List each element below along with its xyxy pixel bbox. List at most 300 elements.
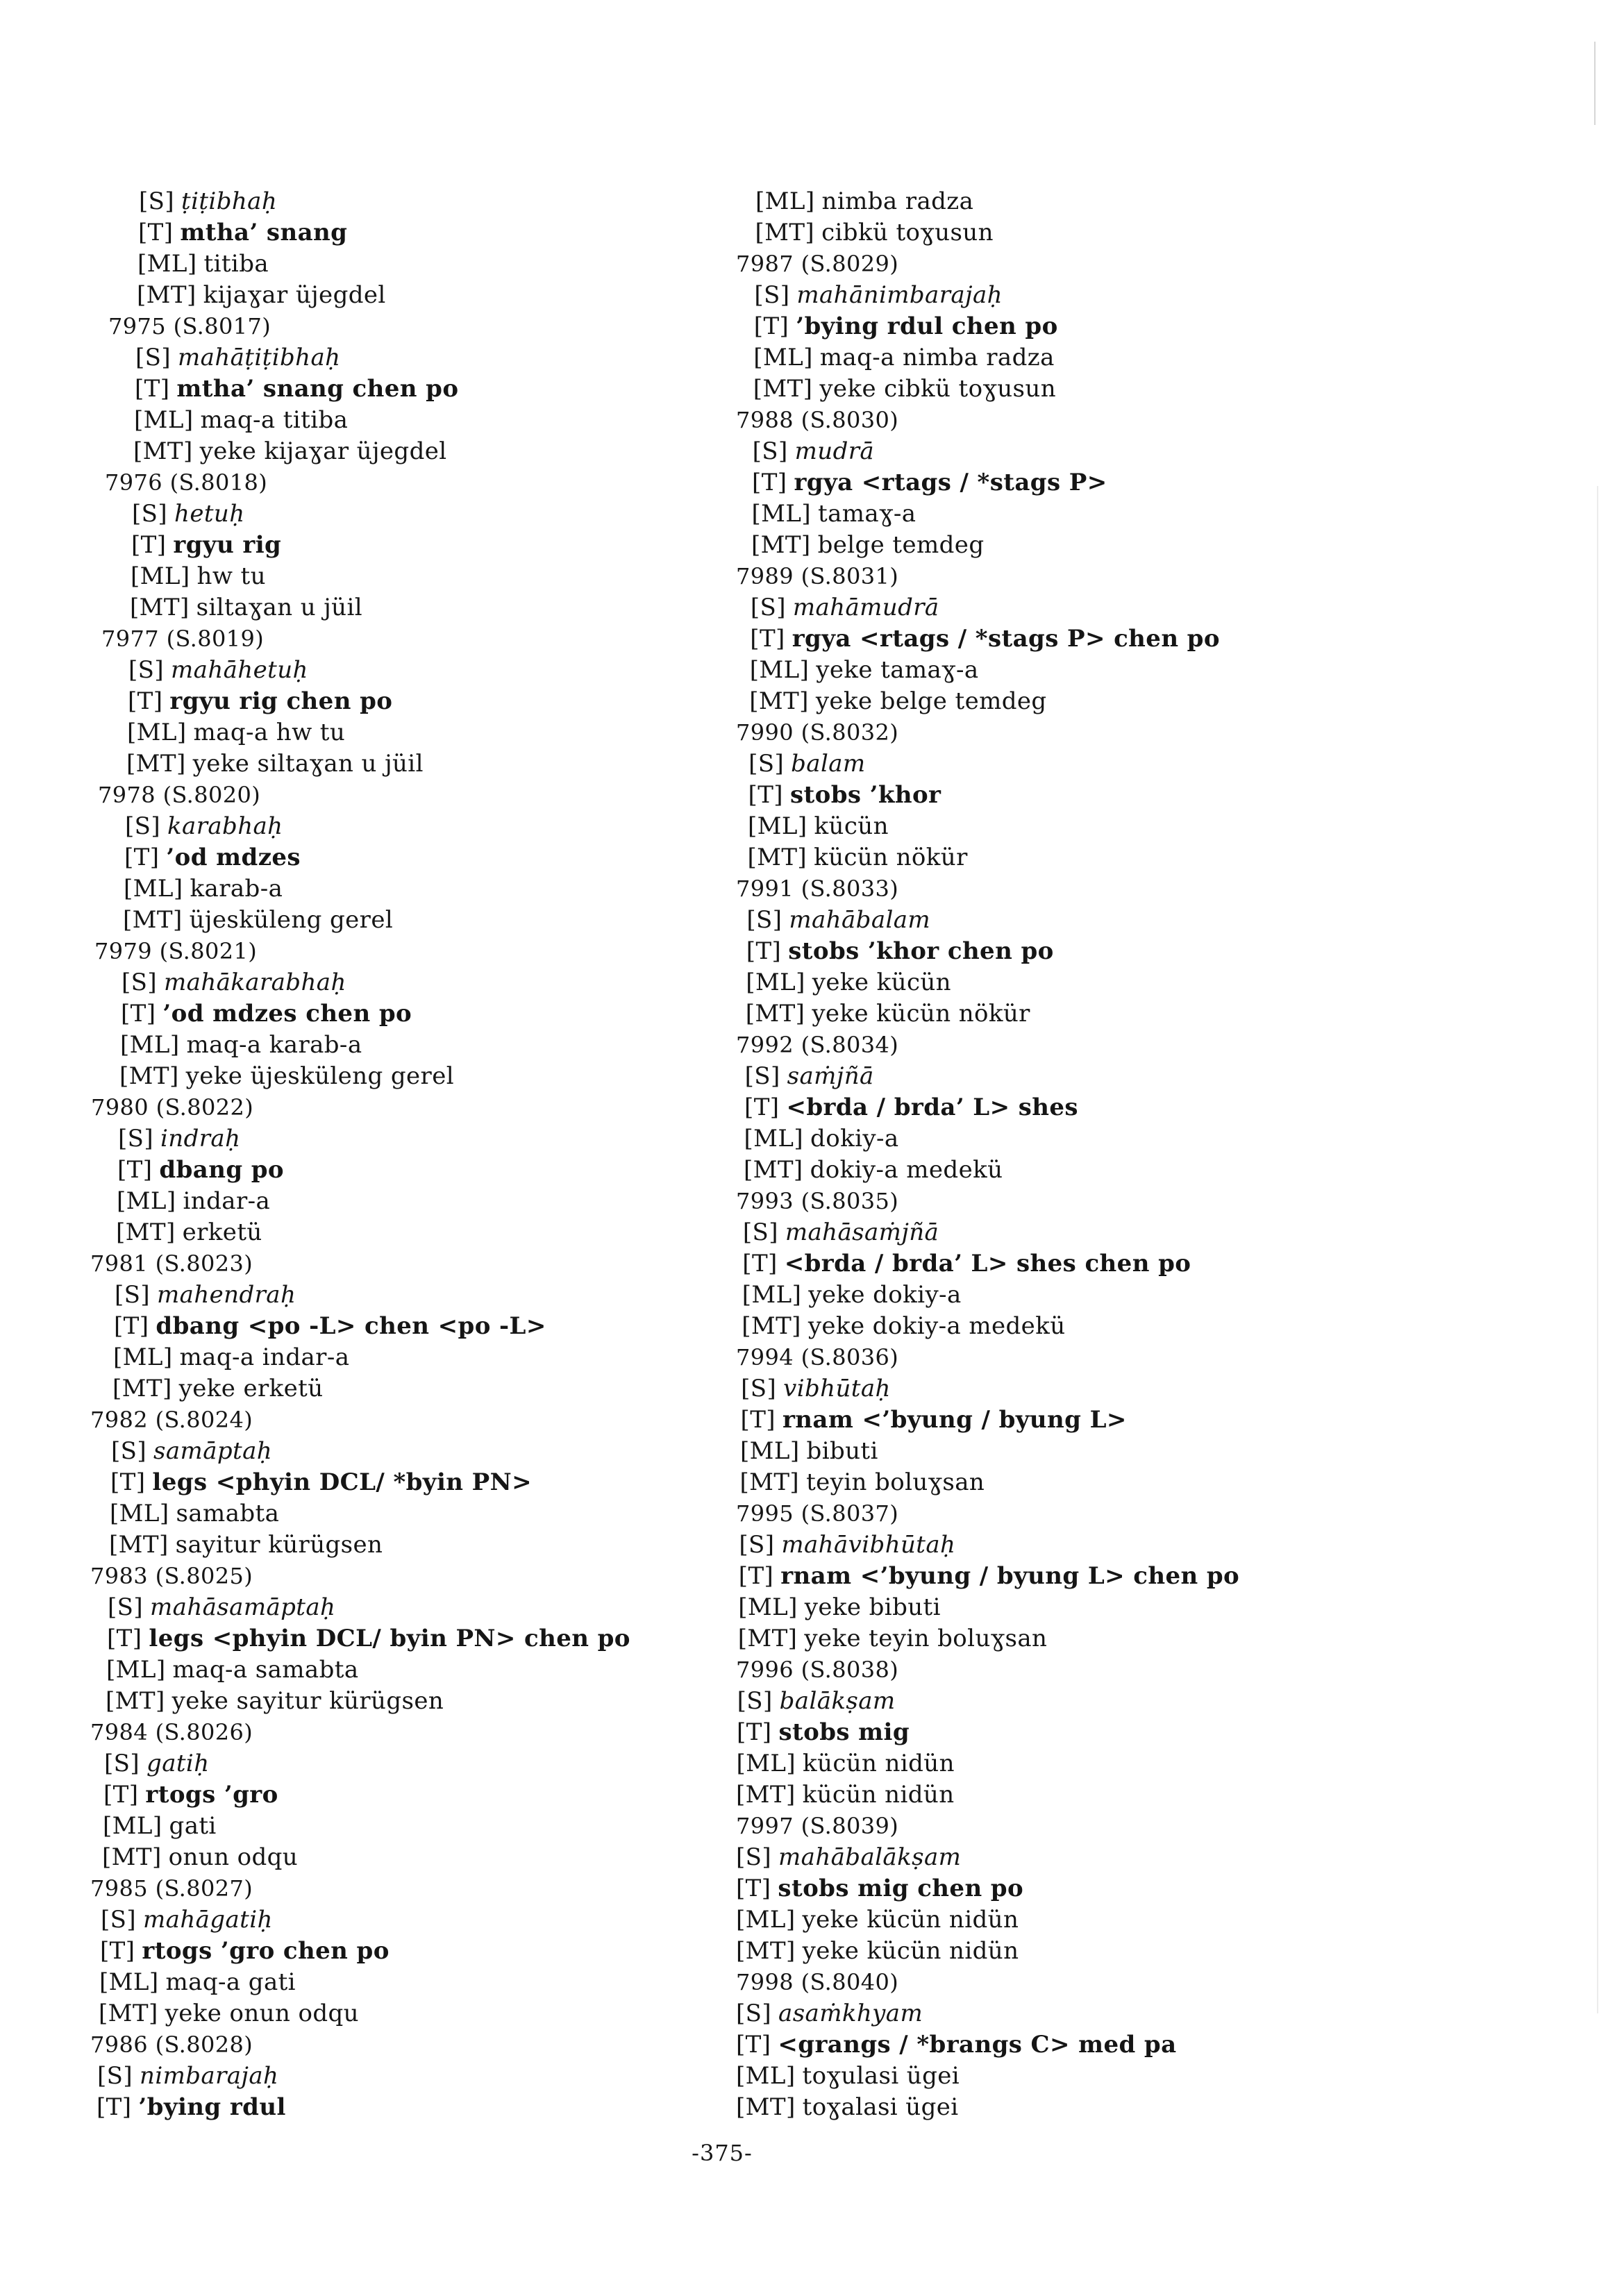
entry-line [90, 1436, 701, 1467]
language-tag: [ML] [99, 1968, 159, 1996]
tibetan-term: dbang po [159, 1156, 284, 1184]
entry-line [736, 1592, 1430, 1623]
sanskrit-term: mahābalam [789, 906, 931, 934]
entry-line [90, 592, 701, 623]
language-tag: [ML] [736, 1906, 796, 1934]
language-tag: [S] [115, 1281, 151, 1309]
language-tag: [S] [101, 1906, 137, 1934]
mongolian-transliteration: maq-a hw tu [193, 719, 346, 746]
tibetan-term: rtogs ’gro [145, 1781, 278, 1809]
entry-number: 7980 (S.8022) [91, 1094, 254, 1121]
tibetan-term: <grangs / *brangs C> med pa [778, 2031, 1177, 2059]
mongolian-translation: sayitur kürügsen [175, 1531, 383, 1559]
language-tag: [ML] [736, 2062, 796, 2090]
mongolian-transliteration: indar-a [183, 1187, 271, 1215]
entry-number: 7984 (S.8026) [90, 1719, 253, 1745]
language-tag: [MT] [751, 531, 811, 559]
mongolian-translation: belge temdeg [817, 531, 985, 559]
language-tag: [T] [748, 781, 783, 809]
language-tag: [ML] [117, 1187, 176, 1215]
entry-number: 7993 (S.8035) [736, 1188, 899, 1214]
mongolian-transliteration: yeke dokiy-a [808, 1281, 962, 1309]
language-tag: [T] [746, 937, 782, 965]
entry-line [90, 1342, 701, 1373]
sanskrit-term: mahānimbarajaḥ [796, 281, 1003, 309]
language-tag: [T] [138, 219, 174, 246]
entry-number: 7976 (S.8018) [105, 469, 268, 496]
tibetan-term: rnam <’byung / byung L> chen po [780, 1562, 1240, 1590]
entry-line [90, 842, 701, 873]
entry-line [90, 1061, 701, 1092]
language-tag: [T] [135, 375, 170, 403]
entry-line [736, 1405, 1430, 1436]
entry-line [736, 780, 1430, 811]
scan-edge-mark [1594, 42, 1596, 125]
page-number: -375- [692, 2140, 753, 2166]
entry-line [90, 686, 701, 717]
tibetan-term: <brda / brda’ L> shes chen po [784, 1250, 1191, 1277]
sanskrit-term: mahāṭiṭibhaḥ [178, 344, 341, 371]
entry-line [90, 217, 701, 249]
sanskrit-term: mahāhetuḥ [171, 656, 308, 684]
language-tag: [T] [128, 687, 163, 715]
tibetan-term: legs <phyin DCL/ byin PN> chen po [149, 1625, 630, 1652]
sanskrit-term: gatiḥ [147, 1750, 210, 1777]
entry-line [736, 436, 1430, 467]
entry-line [736, 1373, 1430, 1405]
entry-number: 7994 (S.8036) [736, 1344, 899, 1371]
entry-number: 7982 (S.8024) [90, 1407, 253, 1433]
language-tag: [S] [742, 1218, 778, 1246]
entry-line [736, 936, 1430, 967]
language-tag: [ML] [124, 875, 183, 903]
entry-line [736, 623, 1430, 655]
language-tag: [MT] [745, 1000, 805, 1028]
tibetan-term: rnam <’byung / byung L> [782, 1406, 1127, 1434]
language-tag: [T] [121, 1000, 156, 1028]
language-tag: [T] [97, 2093, 132, 2121]
mongolian-translation: yeke onun odqu [165, 2000, 359, 2027]
mongolian-transliteration: gati [169, 1812, 217, 1840]
language-tag: [S] [139, 187, 175, 215]
entry-line [736, 311, 1430, 342]
entry-line [90, 1467, 701, 1498]
language-tag: [T] [750, 625, 785, 653]
entry-line [736, 2092, 1430, 2123]
entry-number: 7977 (S.8019) [101, 626, 265, 652]
entry-line [736, 686, 1430, 717]
language-tag: [S] [748, 750, 785, 778]
language-tag: [MT] [99, 2000, 158, 2027]
language-tag: [MT] [736, 2093, 796, 2121]
language-tag: [MT] [133, 437, 193, 465]
tibetan-term: rgya <rtags / *stags P> chen po [792, 625, 1220, 653]
mongolian-transliteration: maq-a samabta [172, 1656, 359, 1684]
language-tag: [S] [132, 500, 168, 528]
mongolian-transliteration: yeke tamaɣ-a [816, 656, 979, 684]
entry-line [736, 1623, 1430, 1654]
language-tag: [T] [117, 1156, 153, 1184]
entry-line [90, 811, 701, 842]
mongolian-translation: yeke cibkü toɣusun [819, 375, 1057, 403]
language-tag: [S] [125, 812, 161, 840]
tibetan-term: ’bying rdul chen po [796, 312, 1058, 340]
sanskrit-term: indraḥ [160, 1125, 241, 1153]
entry-line [736, 342, 1430, 374]
entry-line [736, 1155, 1430, 1186]
sanskrit-term: mahāsamāptaḥ [150, 1593, 336, 1621]
mongolian-transliteration: maq-a nimba radza [819, 344, 1055, 371]
language-tag: [MT] [743, 1156, 803, 1184]
entry-line [736, 186, 1430, 217]
mongolian-translation: teyin boluɣsan [806, 1468, 985, 1496]
entry-line [90, 1030, 701, 1061]
language-tag: [ML] [753, 344, 813, 371]
language-tag: [S] [741, 1375, 777, 1402]
language-tag: [S] [108, 1593, 144, 1621]
language-tag: [T] [124, 844, 160, 871]
entry-line [90, 655, 701, 686]
language-tag: [S] [97, 2062, 133, 2090]
entry-line [736, 374, 1430, 405]
language-tag: [T] [744, 1093, 780, 1121]
mongolian-translation: yeke erketü [178, 1375, 324, 1402]
language-tag: [T] [753, 312, 789, 340]
mongolian-translation: erketü [182, 1218, 262, 1246]
mongolian-transliteration: samabta [176, 1500, 280, 1527]
sanskrit-term: balam [791, 750, 866, 778]
entry-line [736, 217, 1430, 249]
language-tag: [ML] [740, 1437, 800, 1465]
sanskrit-term: mahābalākṣam [778, 1843, 962, 1871]
entry-line [90, 498, 701, 530]
entry-number: 7990 (S.8032) [736, 719, 899, 746]
language-tag: [ML] [744, 1125, 804, 1153]
entry-line [736, 748, 1430, 780]
sanskrit-term: hetuḥ [174, 500, 245, 528]
entry-line [736, 1217, 1430, 1248]
entry-line [90, 436, 701, 467]
language-tag: [T] [110, 1468, 146, 1496]
language-tag: [S] [135, 344, 171, 371]
language-tag: [T] [736, 2031, 771, 2059]
entry-line [90, 748, 701, 780]
mongolian-transliteration: yeke kücün [812, 969, 951, 996]
entry-line [736, 1123, 1430, 1155]
entry-line [90, 249, 701, 280]
entry-line [736, 1686, 1430, 1717]
language-tag: [S] [111, 1437, 147, 1465]
entry-number: 7979 (S.8021) [94, 938, 258, 964]
mongolian-transliteration: hw tu [196, 562, 266, 590]
language-tag: [MT] [119, 1062, 179, 1090]
language-tag: [T] [752, 469, 787, 496]
right-column [736, 186, 1430, 2123]
language-tag: [T] [114, 1312, 149, 1340]
language-tag: [MT] [130, 594, 190, 621]
language-tag: [MT] [116, 1218, 176, 1246]
entry-number: 7998 (S.8040) [736, 1969, 899, 1995]
sanskrit-term: mahāgatiḥ [143, 1906, 273, 1934]
tibetan-term: stobs mig chen po [778, 1875, 1024, 1902]
sanskrit-term: ṭiṭibhaḥ [181, 187, 278, 215]
language-tag: [ML] [749, 656, 810, 684]
language-tag: [MT] [755, 219, 815, 246]
mongolian-transliteration: toɣulasi ügei [802, 2062, 960, 2090]
entry-line [736, 280, 1430, 311]
language-tag: [MT] [137, 281, 196, 309]
language-tag: [MT] [737, 1625, 798, 1652]
language-tag: [MT] [126, 750, 186, 778]
entry-line [90, 1686, 701, 1717]
entry-line [736, 1717, 1430, 1748]
sanskrit-term: vibhūtaḥ [783, 1375, 891, 1402]
entry-line [90, 342, 701, 374]
language-tag: [MT] [747, 844, 807, 871]
mongolian-transliteration: yeke bibuti [804, 1593, 941, 1621]
entry-line [90, 530, 701, 561]
entry-line [736, 498, 1430, 530]
mongolian-translation: yeke kücün nidün [802, 1937, 1019, 1965]
mongolian-transliteration: tamaɣ-a [818, 500, 916, 528]
entry-number: 7978 (S.8020) [98, 782, 261, 808]
entry-line [736, 1936, 1430, 1967]
language-tag: [ML] [110, 1500, 169, 1527]
language-tag: [S] [752, 437, 788, 465]
sanskrit-term: mahāmudrā [792, 594, 939, 621]
language-tag: [S] [754, 281, 790, 309]
language-tag: [ML] [131, 562, 190, 590]
language-tag: [T] [103, 1781, 139, 1809]
entry-line [90, 967, 701, 998]
language-tag: [MT] [112, 1375, 172, 1402]
mongolian-translation: onun odqu [168, 1843, 299, 1871]
language-tag: [T] [107, 1625, 142, 1652]
entry-line [90, 280, 701, 311]
entry-line [90, 1530, 701, 1561]
language-tag: [ML] [103, 1812, 162, 1840]
entry-line [736, 530, 1430, 561]
entry-line [90, 1592, 701, 1623]
entry-number: 7995 (S.8037) [736, 1500, 899, 1527]
entry-number: 7989 (S.8031) [736, 563, 899, 589]
sanskrit-term: mahāsaṁjñā [785, 1218, 939, 1246]
entry-line [90, 374, 701, 405]
mongolian-translation: yeke belge temdeg [815, 687, 1047, 715]
sanskrit-term: mahāvibhūtaḥ [781, 1531, 956, 1559]
mongolian-translation: yeke üjesküleng gerel [185, 1062, 454, 1090]
entry-line [90, 1811, 701, 1842]
language-tag: [S] [128, 656, 165, 684]
tibetan-term: ’od mdzes chen po [162, 1000, 412, 1028]
mongolian-transliteration: dokiy-a [810, 1125, 899, 1153]
sanskrit-term: balākṣam [779, 1687, 896, 1715]
entry-line [90, 1373, 701, 1405]
entry-line [736, 1467, 1430, 1498]
language-tag: [MT] [123, 906, 183, 934]
mongolian-translation: kijaɣar üjegdel [203, 281, 386, 309]
entry-line [90, 1779, 701, 1811]
mongolian-transliteration: maq-a titiba [200, 406, 349, 434]
entry-number: 7997 (S.8039) [736, 1813, 899, 1839]
tibetan-term: ’bying rdul [138, 2093, 286, 2121]
mongolian-translation: cibkü toɣusun [821, 219, 994, 246]
entry-line [90, 1842, 701, 1873]
entry-line [90, 2061, 701, 2092]
entry-line [90, 1311, 701, 1342]
mongolian-transliteration: karab-a [190, 875, 283, 903]
mongolian-transliteration: maq-a indar-a [179, 1343, 350, 1371]
entry-line [736, 1061, 1430, 1092]
entry-number: 7991 (S.8033) [736, 875, 899, 902]
language-tag: [MT] [753, 375, 813, 403]
left-column [90, 186, 701, 2123]
language-tag: [S] [746, 906, 782, 934]
sanskrit-term: nimbarajaḥ [140, 2062, 279, 2090]
entry-line [736, 1873, 1430, 1904]
mongolian-translation: yeke sayitur kürügsen [171, 1687, 444, 1715]
language-tag: [S] [736, 1843, 772, 1871]
language-tag: [ML] [120, 1031, 180, 1059]
language-tag: [ML] [742, 1281, 802, 1309]
tibetan-term: dbang <po -L> chen <po -L> [156, 1312, 546, 1340]
entry-line [736, 1248, 1430, 1280]
entry-line [90, 1748, 701, 1779]
language-tag: [ML] [113, 1343, 173, 1371]
entry-number: 7988 (S.8030) [736, 407, 899, 433]
entry-line [90, 1123, 701, 1155]
tibetan-term: mtha’ snang chen po [176, 375, 459, 403]
tibetan-term: mtha’ snang [180, 219, 348, 246]
language-tag: [ML] [751, 500, 812, 528]
language-tag: [T] [100, 1937, 135, 1965]
sanskrit-term: mahākarabhaḥ [164, 969, 346, 996]
scan-edge-mark [1597, 486, 1598, 2013]
language-tag: [MT] [736, 1937, 796, 1965]
entry-line [736, 1748, 1430, 1779]
entry-line [90, 905, 701, 936]
entry-line [90, 1623, 701, 1654]
mongolian-transliteration: kücün nidün [803, 1750, 955, 1777]
mongolian-transliteration: bibuti [806, 1437, 878, 1465]
language-tag: [ML] [738, 1593, 798, 1621]
language-tag: [MT] [742, 1312, 801, 1340]
mongolian-translation: kücün nidün [802, 1781, 955, 1809]
tibetan-term: rgya <rtags / *stags P> [794, 469, 1107, 496]
entry-line [736, 1311, 1430, 1342]
tibetan-term: stobs ’khor [789, 781, 941, 809]
mongolian-translation: yeke siltaɣan u jüil [192, 750, 424, 778]
entry-line [90, 1967, 701, 1998]
language-tag: [ML] [748, 812, 807, 840]
tibetan-term: rgyu rig [173, 531, 282, 559]
mongolian-translation: yeke kijaɣar üjegdel [199, 437, 447, 465]
language-tag: [S] [744, 1062, 780, 1090]
mongolian-transliteration: titiba [203, 250, 269, 278]
language-tag: [S] [118, 1125, 154, 1153]
language-tag: [T] [131, 531, 167, 559]
language-tag: [T] [736, 1875, 771, 1902]
entry-line [90, 186, 701, 217]
entry-line [736, 592, 1430, 623]
mongolian-translation: yeke dokiy-a medekü [807, 1312, 1066, 1340]
language-tag: [MT] [736, 1781, 796, 1809]
entry-line [90, 2092, 701, 2123]
language-tag: [S] [750, 594, 786, 621]
language-tag: [ML] [127, 719, 187, 746]
sanskrit-term: karabhaḥ [167, 812, 283, 840]
entry-line [90, 1186, 701, 1217]
entry-number: 7975 (S.8017) [108, 313, 271, 340]
mongolian-translation: yeke teyin boluɣsan [804, 1625, 1048, 1652]
tibetan-term: <brda / brda’ L> shes [786, 1093, 1078, 1121]
entry-line [90, 405, 701, 436]
sanskrit-term: samāptaḥ [153, 1437, 273, 1465]
language-tag: [MT] [749, 687, 809, 715]
language-tag: [S] [739, 1531, 775, 1559]
entry-line [736, 811, 1430, 842]
entry-line [90, 1498, 701, 1530]
mongolian-transliteration: maq-a karab-a [186, 1031, 362, 1059]
entry-line [736, 1561, 1430, 1592]
mongolian-translation: kücün nökür [814, 844, 968, 871]
tibetan-term: legs <phyin DCL/ *byin PN> [152, 1468, 532, 1496]
sanskrit-term: mudrā [794, 437, 875, 465]
entry-number: 7983 (S.8025) [90, 1563, 253, 1589]
entry-line [736, 967, 1430, 998]
entry-line [90, 1936, 701, 1967]
language-tag: [MT] [739, 1468, 800, 1496]
language-tag: [T] [737, 1718, 772, 1746]
entry-line [90, 1904, 701, 1936]
entry-line [736, 905, 1430, 936]
entry-line [736, 1280, 1430, 1311]
tibetan-term: rtogs ’gro chen po [142, 1937, 390, 1965]
entry-line [90, 1155, 701, 1186]
entry-line [736, 1779, 1430, 1811]
entry-number: 7987 (S.8029) [736, 251, 899, 277]
language-tag: [ML] [106, 1656, 166, 1684]
entry-number: 7981 (S.8023) [90, 1250, 253, 1277]
mongolian-transliteration: kücün [814, 812, 889, 840]
mongolian-translation: siltaɣan u jüil [196, 594, 362, 621]
entry-line [736, 1530, 1430, 1561]
language-tag: [S] [736, 2000, 772, 2027]
tibetan-term: stobs mig [778, 1718, 910, 1746]
language-tag: [MT] [106, 1687, 165, 1715]
entry-line [736, 467, 1430, 498]
language-tag: [MT] [109, 1531, 169, 1559]
entry-line [736, 998, 1430, 1030]
language-tag: [ML] [746, 969, 805, 996]
language-tag: [ML] [137, 250, 197, 278]
language-tag: [ML] [736, 1750, 796, 1777]
entry-line [736, 1998, 1430, 2029]
entry-line [90, 998, 701, 1030]
sanskrit-term: asaṁkhyam [778, 2000, 923, 2027]
language-tag: [S] [122, 969, 158, 996]
entry-number: 7985 (S.8027) [90, 1875, 253, 1902]
mongolian-translation: yeke kücün nökür [812, 1000, 1030, 1028]
entry-line [736, 1842, 1430, 1873]
sanskrit-term: mahendraḥ [157, 1281, 296, 1309]
entry-line [90, 1217, 701, 1248]
entry-number: 7986 (S.8028) [90, 2031, 253, 2058]
entry-line [90, 1998, 701, 2029]
language-tag: [T] [740, 1406, 776, 1434]
language-tag: [ML] [755, 187, 815, 215]
mongolian-transliteration: yeke kücün nidün [802, 1906, 1019, 1934]
